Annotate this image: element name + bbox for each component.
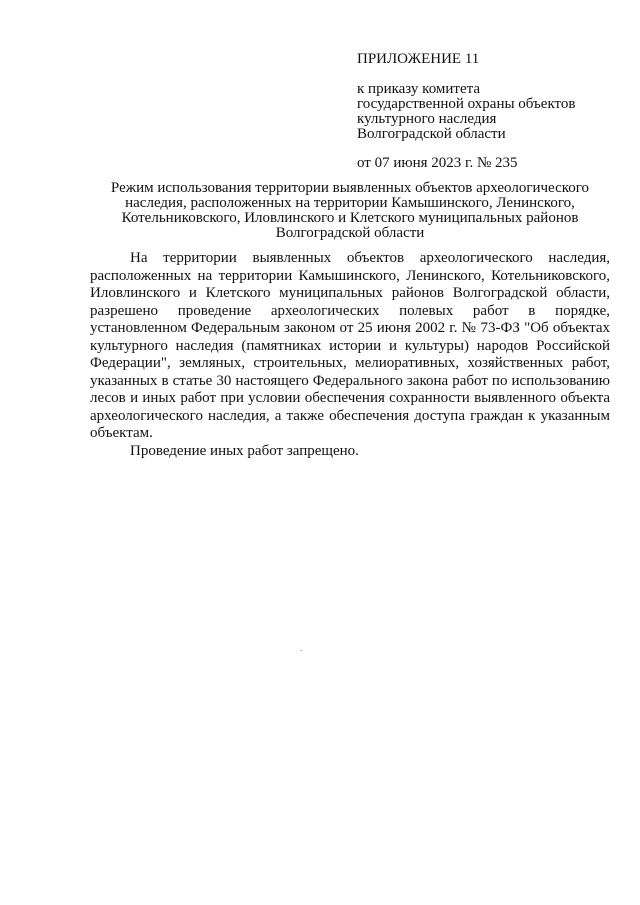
title-line: Волгоградской области <box>275 225 425 241</box>
document-title <box>90 181 610 241</box>
title-line: Режим использования территории выявленных объектов археологического <box>110 180 590 196</box>
body-paragraph-prohibition: Проведение иных работ запрещено. <box>130 442 359 459</box>
annex-title: ПРИЛОЖЕНИЕ 11 <box>357 51 480 67</box>
title-line: наследия, расположенных на территории Камышинского, Ленинского, <box>125 195 575 211</box>
document-body <box>90 250 610 460</box>
annex-line: государственной охраны объектов <box>357 96 576 112</box>
body-paragraph-permitted-works: На территории выявленных объектов археологического наследия, расположенных на территории Камышинского, Ленинского, Котельниковского, Иловлинского и Клетского муниципальных районов Волгоградской области, разрешено проведение археологических полевых работ в порядке, установленном Федеральным законом от 25 июня 2002 г. № 73-ФЗ "Об объектах культурного наследия (памятниках истории и культуры) народов Российской Федерации", земляных, строительных, мелиоративных, хозяйственных работ, указанных в статье 30 настоящего Федерального закона работ по использованию лесов и иных работ при условии обеспечения сохранности выявленного объекта археологического наследия, а также обеспечения доступа граждан к указанным объектам. <box>90 250 610 441</box>
annex-line: к приказу комитета <box>357 81 481 97</box>
annex-line: Волгоградской области <box>357 126 506 142</box>
annex-line: культурного наследия <box>357 111 497 127</box>
order-date: от 07 июня 2023 г. № 235 <box>357 155 518 171</box>
title-line: Котельниковского, Иловлинского и Клетского муниципальных районов <box>121 210 579 226</box>
scan-speck <box>300 650 302 651</box>
annex-header <box>357 50 617 172</box>
